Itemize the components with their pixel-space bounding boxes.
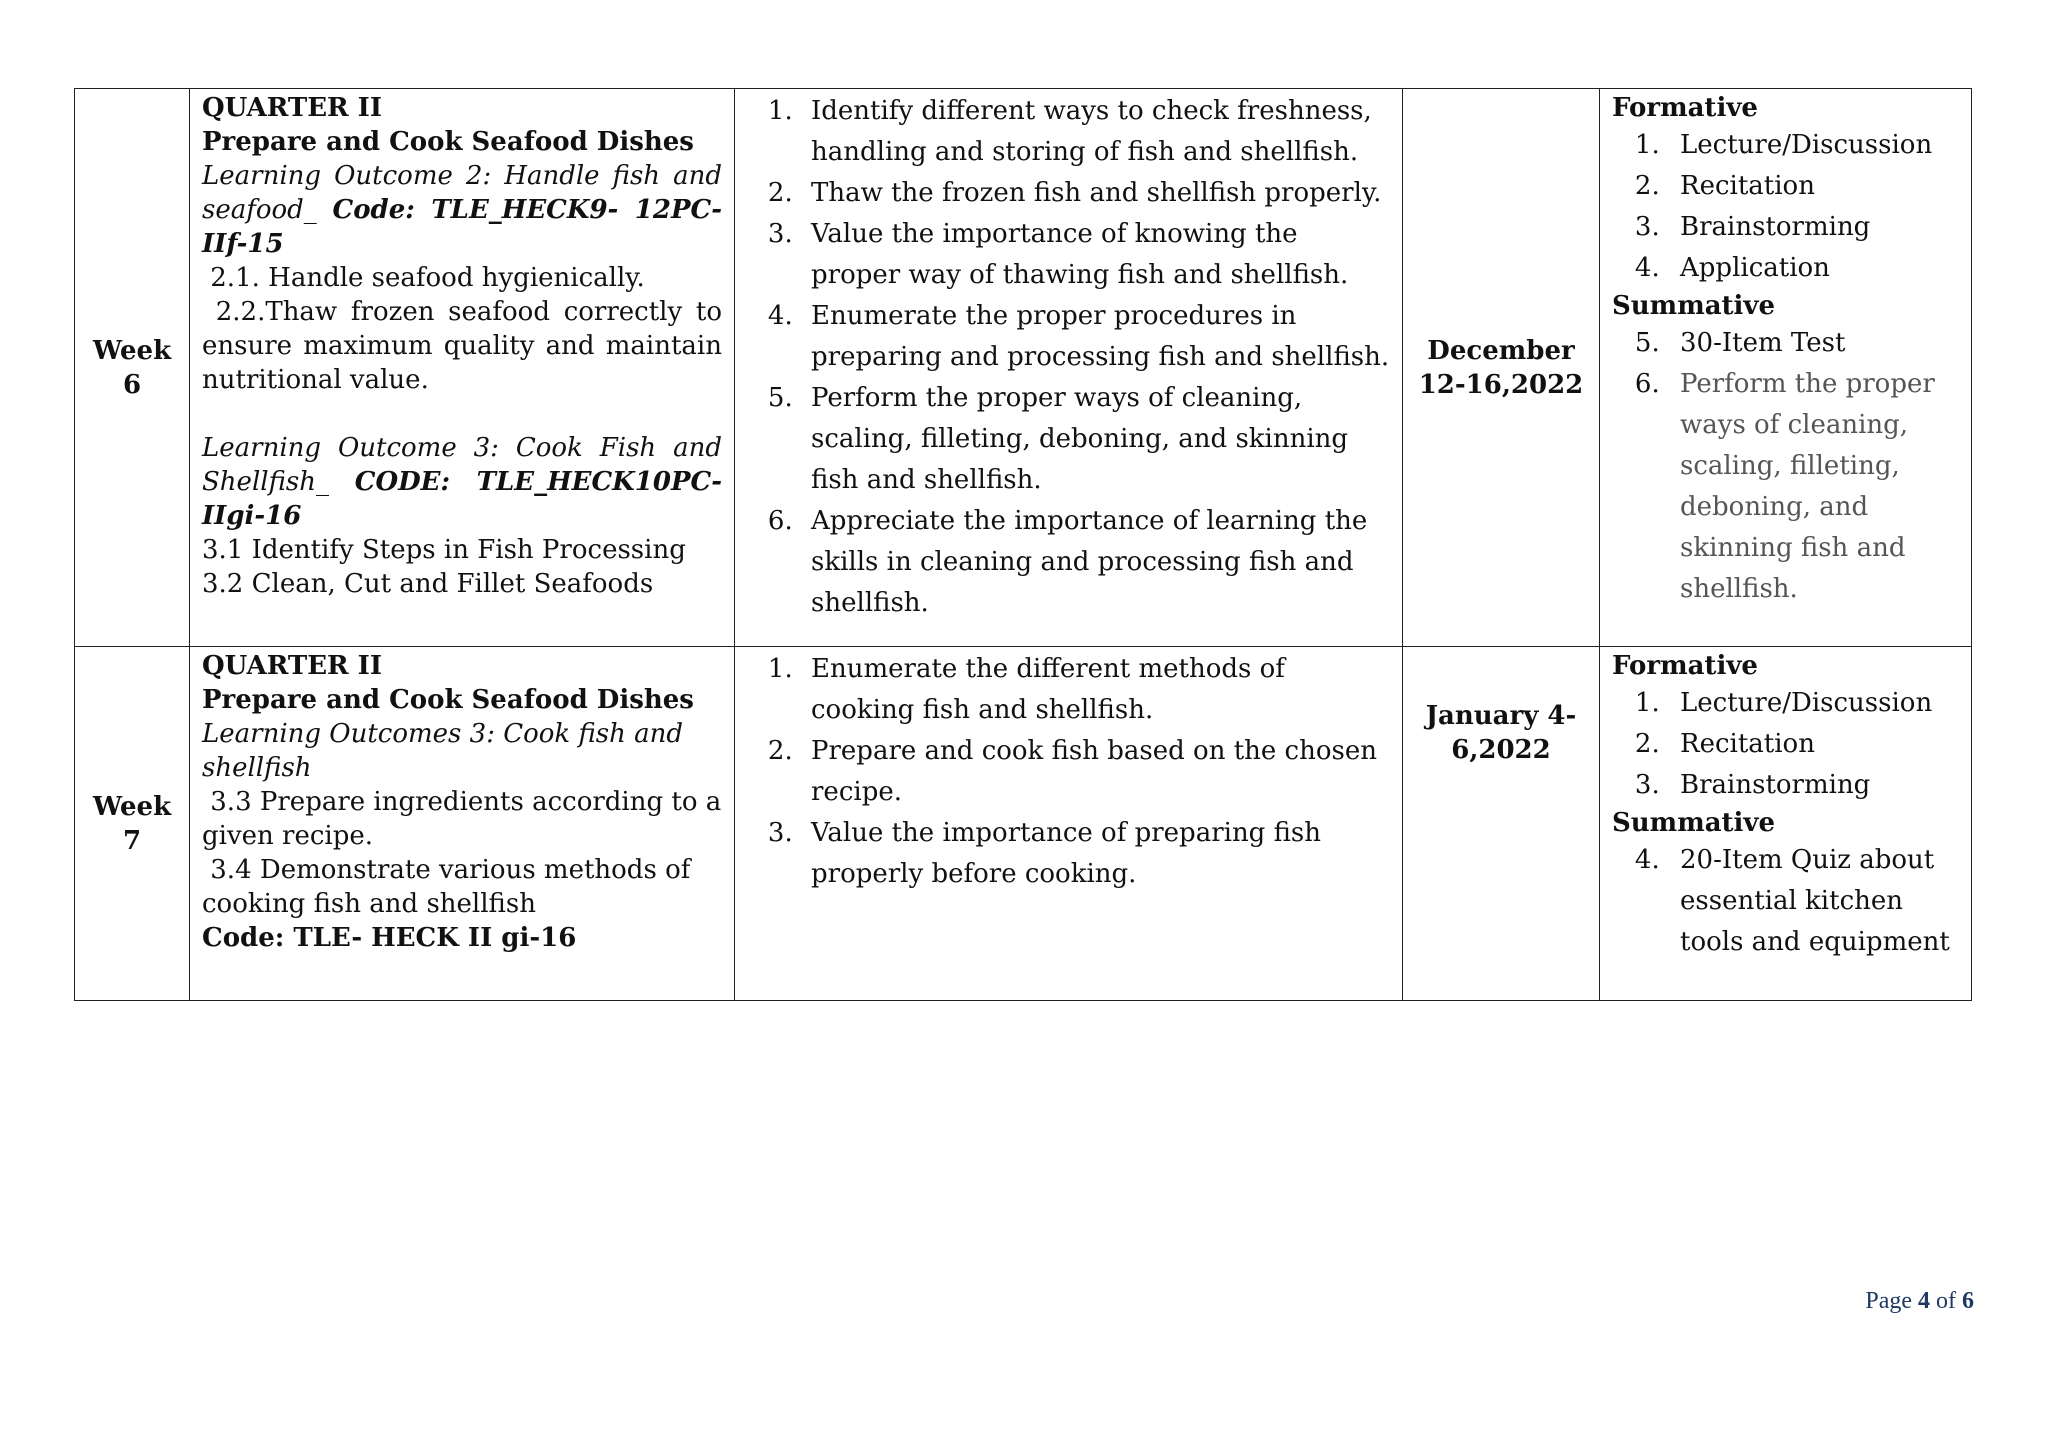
competency-item: 2.2.Thaw frozen seafood correctly to ensure maximum quality and maintain nutritional value. (202, 297, 731, 395)
competency-cell (190, 647, 735, 1001)
week-number: 7 (122, 825, 142, 856)
competency-item: 3.1 Identify Steps in Fish Processing (202, 535, 686, 565)
competency-item: 3.4 Demonstrate various methods of cooking fish and shellfish (202, 855, 699, 919)
summative-list (1612, 840, 1959, 963)
objectives-list (747, 91, 1390, 624)
learning-outcome-code: Code: TLE_HECK9- 12PC-IIf-15 (202, 195, 722, 259)
list-item: 3. Brainstorming (1668, 765, 1959, 806)
competency-cell (190, 89, 735, 647)
list-item: 1. Lecture/Discussion (1668, 125, 1959, 166)
date-cell (1403, 89, 1600, 647)
learning-outcome-3 (202, 431, 722, 533)
of-word: of (1936, 1288, 1956, 1314)
topic-title: Prepare and Cook Seafood Dishes (202, 127, 694, 157)
week-cell (75, 89, 190, 647)
list-item: 4. 20-Item Quiz about essential kitchen tools and equipment (1668, 840, 1959, 963)
table-row (75, 89, 1972, 647)
learning-outcome-text: Learning Outcome 3: Cook Fish and Shellfish_ (202, 433, 722, 497)
learning-outcome-text: Learning Outcomes 3: Cook fish and shellfish (202, 719, 684, 783)
list-item: 6. Appreciate the importance of learning the skills in cleaning and processing fish and shellfish. (801, 501, 1390, 624)
summative-list (1612, 323, 1959, 610)
summative-heading: Summative (1612, 291, 1776, 321)
list-item: 1. Enumerate the different methods of cooking fish and shellfish. (801, 649, 1390, 731)
list-item: 4. Enumerate the proper procedures in preparing and processing fish and shellfish. (801, 296, 1390, 378)
quarter-label: QUARTER II (202, 93, 382, 123)
week-label: Week (92, 791, 172, 822)
topic-title: Prepare and Cook Seafood Dishes (202, 685, 694, 715)
list-item: 2. Recitation (1668, 724, 1959, 765)
list-item: 2. Prepare and cook fish based on the chosen recipe. (801, 731, 1390, 813)
list-item: 2. Thaw the frozen fish and shellfish properly. (801, 173, 1390, 214)
learning-outcome-code: CODE: TLE_HECK10PC-IIgi-16 (202, 467, 722, 531)
date-line: January 4- (1425, 701, 1577, 731)
assessment-cell (1600, 89, 1972, 647)
date-line: December (1427, 335, 1575, 366)
lesson-plan-table (74, 88, 1972, 1001)
list-item: 3. Value the importance of knowing the proper way of thawing fish and shellfish. (801, 214, 1390, 296)
list-item: 5. 30-Item Test (1668, 323, 1959, 364)
competency-item: 3.3 Prepare ingredients according to a given recipe. (202, 787, 730, 851)
page-word: Page (1865, 1288, 1912, 1314)
list-item: 5. Perform the proper ways of cleaning, scaling, filleting, deboning, and skinning fish and shellfish. (801, 378, 1390, 501)
list-item: 3. Value the importance of preparing fish properly before cooking. (801, 813, 1390, 895)
objectives-list (747, 649, 1390, 895)
page-number (1865, 1288, 1974, 1315)
week-number: 6 (122, 369, 142, 400)
week-label: Week (92, 335, 172, 366)
week-cell (75, 647, 190, 1001)
competency-item: 3.2 Clean, Cut and Fillet Seafoods (202, 569, 654, 599)
formative-list (1612, 125, 1959, 289)
formative-list (1612, 683, 1959, 806)
date-line: 6,2022 (1451, 735, 1551, 765)
learning-outcome-text: Learning Outcome 2: Handle fish and seafood_ (202, 161, 722, 225)
summative-heading: Summative (1612, 808, 1776, 838)
competency-item: 2.1. Handle seafood hygienically. (202, 263, 645, 293)
date-line: 12-16,2022 (1418, 369, 1584, 400)
formative-heading: Formative (1612, 651, 1758, 681)
objectives-cell (735, 647, 1403, 1001)
current-page: 4 (1918, 1288, 1930, 1314)
formative-heading: Formative (1612, 93, 1758, 123)
objectives-cell (735, 89, 1403, 647)
competency-code: Code: TLE- HECK II gi-16 (202, 923, 577, 953)
assessment-cell (1600, 647, 1972, 1001)
list-item: 3. Brainstorming (1668, 207, 1959, 248)
list-item: 1. Lecture/Discussion (1668, 683, 1959, 724)
list-item: 4. Application (1668, 248, 1959, 289)
list-item: 2. Recitation (1668, 166, 1959, 207)
learning-outcome-2 (202, 159, 722, 261)
date-cell (1403, 647, 1600, 1001)
list-item: 1. Identify different ways to check freshness, handling and storing of fish and shellfish. (801, 91, 1390, 173)
quarter-label: QUARTER II (202, 651, 382, 681)
list-item: 6. Perform the proper ways of cleaning, scaling, filleting, deboning, and skinning fish and shellfish. (1668, 364, 1959, 610)
table-row (75, 647, 1972, 1001)
total-pages: 6 (1962, 1288, 1974, 1314)
